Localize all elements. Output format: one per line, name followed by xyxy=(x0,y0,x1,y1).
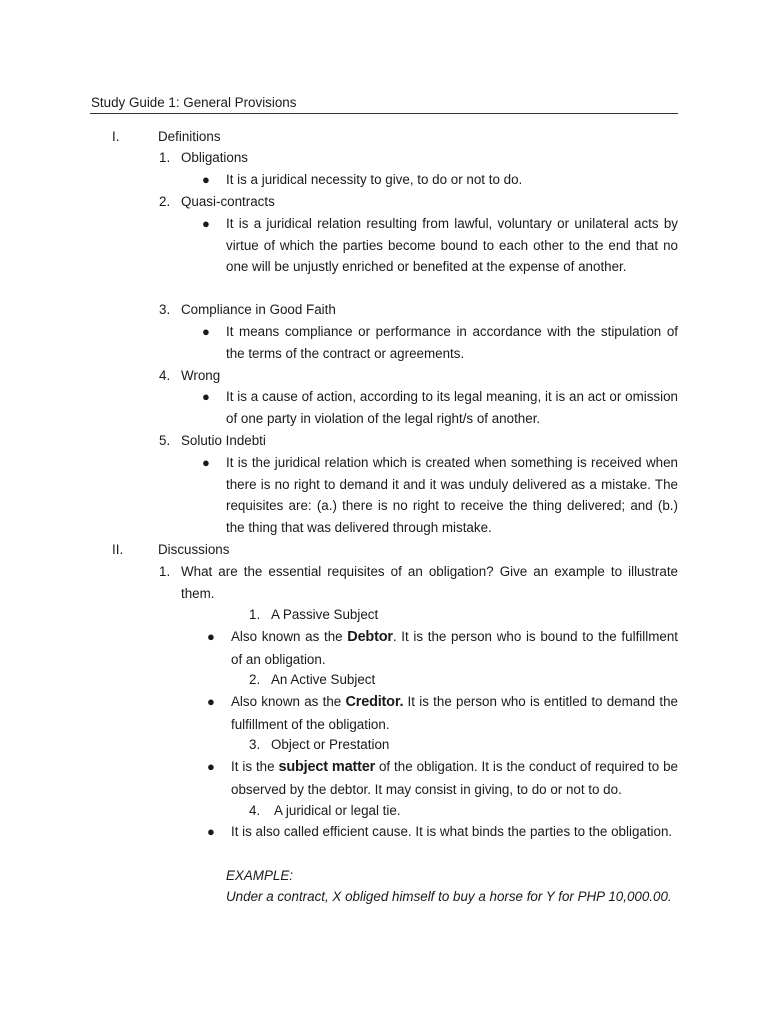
requisite-number: 2. xyxy=(249,672,261,687)
requisite-number: 4. xyxy=(249,803,261,818)
bullet-icon: ● xyxy=(207,694,215,709)
requisite-number: 3. xyxy=(249,737,261,752)
requisite-description: Also known as the Debtor. It is the person who is bound to the fulfillment of an obligation. xyxy=(231,629,678,667)
section-heading: Definitions xyxy=(158,129,221,144)
item-term: Compliance in Good Faith xyxy=(181,302,336,317)
item-number: 3. xyxy=(159,302,171,317)
item-definition: It means compliance or performance in accordance with the stipulation of the terms of the contract or agreements. xyxy=(226,324,678,361)
section-numeral: II. xyxy=(112,542,124,557)
example-label: EXAMPLE: xyxy=(226,868,293,883)
bullet-icon: ● xyxy=(202,389,210,404)
section-numeral: I. xyxy=(112,129,120,144)
item-definition: It is a juridical relation resulting from lawful, voluntary or unilateral acts by virtue of which the parties become bound to each other to the end that no one will be unjustly enriched or benefited at the expense of another. xyxy=(226,216,678,275)
section-heading: Discussions xyxy=(158,542,230,557)
item-number: 2. xyxy=(159,194,171,209)
item-term: Solutio Indebti xyxy=(181,433,266,448)
title-underline xyxy=(90,113,678,114)
item-term: Quasi-contracts xyxy=(181,194,275,209)
item-definition: It is the juridical relation which is created when something is received when there is no right to demand it and it was unduly delivered as a mistake. The requisites are: (a.) there is no right to receive the thing delivered; and (b.) the thing that was delivered through mistake. xyxy=(226,455,678,536)
bullet-icon: ● xyxy=(207,629,215,644)
requisite-number: 1. xyxy=(249,607,261,622)
question-text: What are the essential requisites of an obligation? Give an example to illustrate them. xyxy=(181,564,678,601)
bullet-icon: ● xyxy=(207,824,215,839)
requisite-title: A juridical or legal tie. xyxy=(274,803,401,818)
emphasized-term: Debtor xyxy=(347,629,393,645)
bullet-icon: ● xyxy=(202,324,210,339)
requisite-title: Object or Prestation xyxy=(271,737,390,752)
item-number: 1. xyxy=(159,150,171,165)
item-definition: It is a cause of action, according to its legal meaning, it is an act or omission of one party in violation of the legal right/s of another. xyxy=(226,389,678,426)
emphasized-term: Creditor. xyxy=(345,694,404,710)
document-title: Study Guide 1: General Provisions xyxy=(91,95,297,110)
question-number: 1. xyxy=(159,564,171,579)
requisite-description: Also known as the Creditor. It is the person who is entitled to demand the fulfillment of the obligation. xyxy=(231,694,678,732)
item-number: 4. xyxy=(159,368,171,383)
emphasized-term: subject matter xyxy=(278,759,376,775)
item-definition: It is a juridical necessity to give, to do or not to do. xyxy=(226,172,523,187)
example-text: Under a contract, X obliged himself to buy a horse for Y for PHP 10,000.00. xyxy=(226,889,672,904)
item-term: Wrong xyxy=(181,368,221,383)
bullet-icon: ● xyxy=(207,759,215,774)
requisite-title: An Active Subject xyxy=(271,672,376,687)
requisite-description: It is also called efficient cause. It is what binds the parties to the obligation. xyxy=(231,824,673,839)
bullet-icon: ● xyxy=(202,455,210,470)
bullet-icon: ● xyxy=(202,216,210,231)
requisite-title: A Passive Subject xyxy=(271,607,379,622)
bullet-icon: ● xyxy=(202,172,210,187)
item-number: 5. xyxy=(159,433,171,448)
requisite-description: It is the subject matter of the obligation. It is the conduct of required to be observed by the debtor. It may consist in giving, to do or not to do. xyxy=(231,759,678,797)
item-term: Obligations xyxy=(181,150,248,165)
